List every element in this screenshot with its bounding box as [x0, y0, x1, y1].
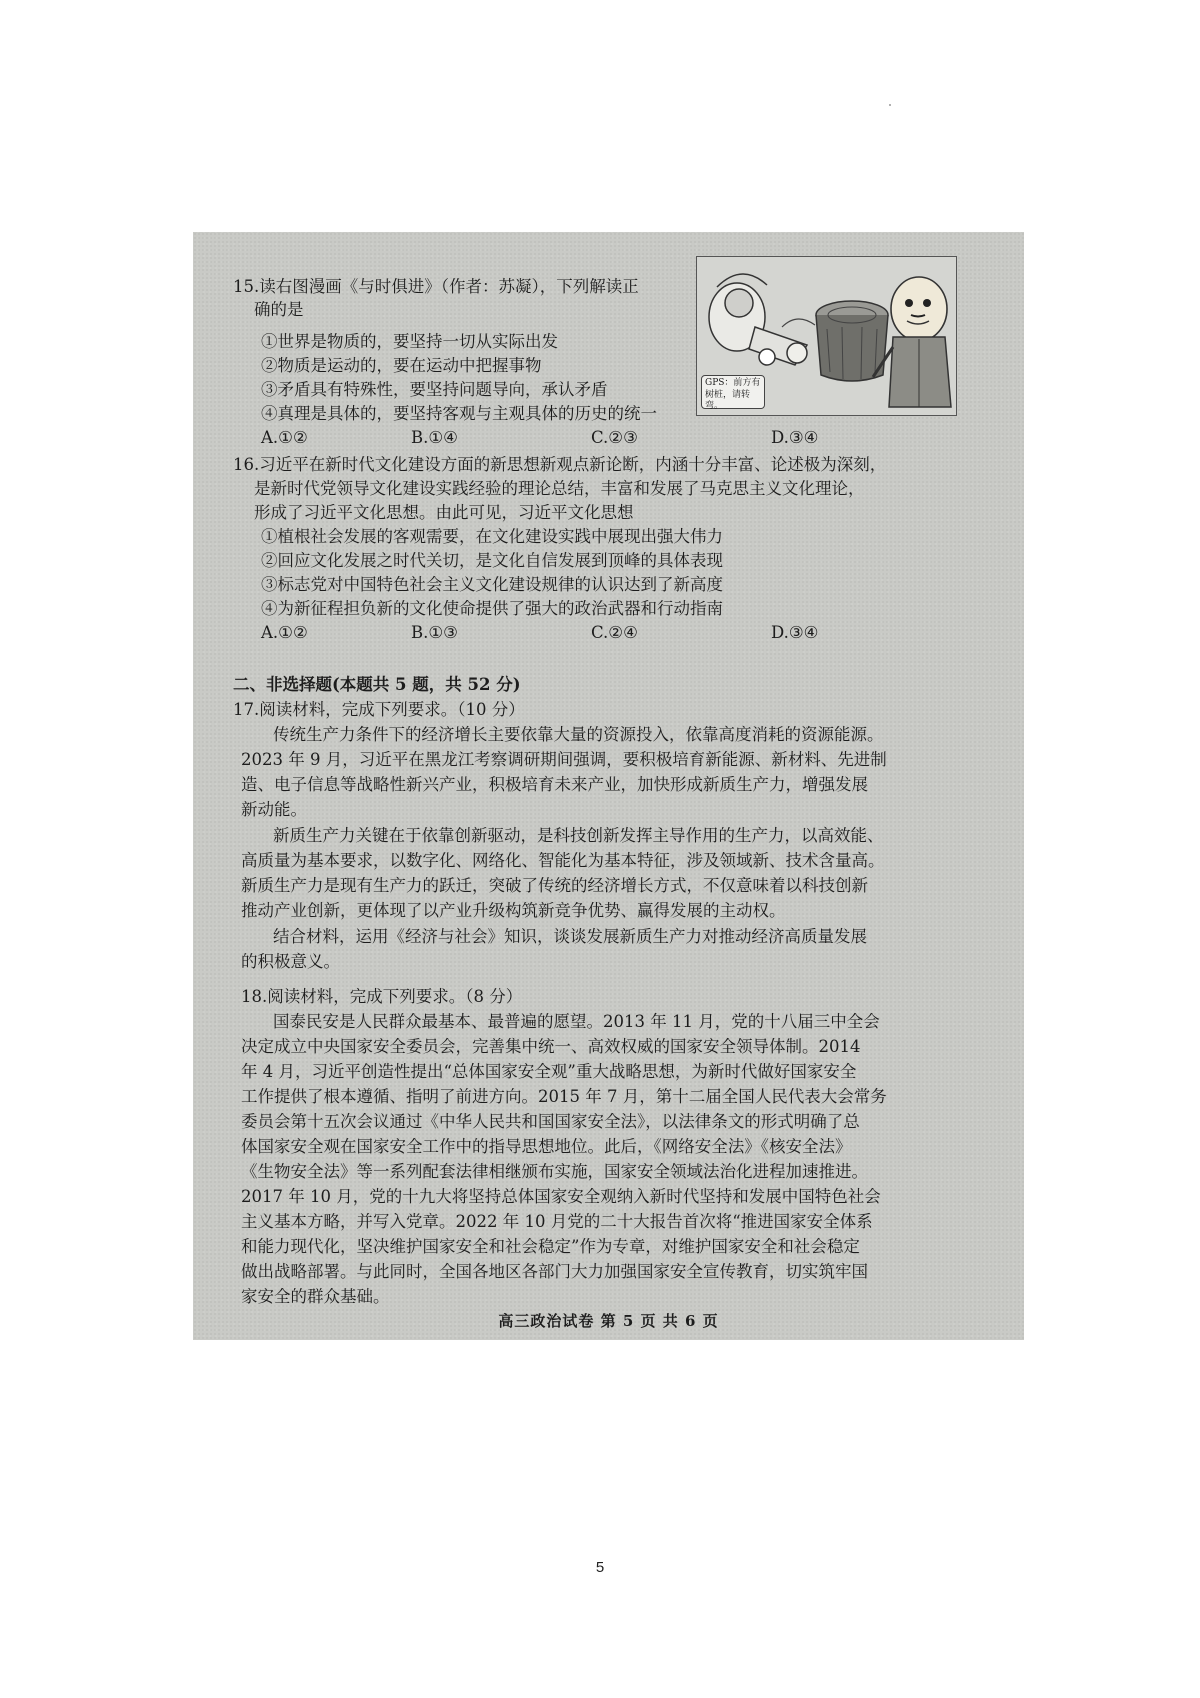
scanned-exam-page	[193, 232, 1024, 1340]
q17-line-9: 结合材料，运用《经济与社会》知识，谈谈发展新质生产力对推动经济高质量发展	[273, 927, 867, 946]
q17-heading: 17.阅读材料，完成下列要求。（10 分）	[233, 700, 525, 719]
q16-option-b: B.①③	[411, 623, 458, 642]
q15-option-a: A.①②	[261, 428, 308, 447]
q18-line-9: 主义基本方略，并写入党章。2022 年 10 月党的二十大报告首次将“推进国家安全体系	[241, 1212, 873, 1231]
q16-stem-line-3: 形成了习近平文化思想。由此可见，习近平文化思想	[254, 503, 634, 522]
cartoon-caption: GPS：前方有树桩，请转弯。	[701, 375, 765, 409]
q18-line-11: 做出战略部署。与此同时，全国各地区各部门大力加强国家安全宣传教育，切实筑牢国	[241, 1262, 868, 1281]
q16-option-d: D.③④	[771, 623, 819, 642]
q18-line-12: 家安全的群众基础。	[241, 1287, 390, 1306]
q16-item-2: ②回应文化发展之时代关切，是文化自信发展到顶峰的具体表现	[261, 551, 723, 570]
q17-line-5: 新质生产力关键在于依靠创新驱动，是科技创新发挥主导作用的生产力，以高效能、	[273, 826, 884, 845]
q18-line-1: 国泰民安是人民群众最基本、最普遍的愿望。2013 年 11 月，党的十八届三中全会	[273, 1012, 880, 1031]
q15-stem-line-1: 15.读右图漫画《与时俱进》（作者：苏凝），下列解读正	[233, 277, 639, 296]
q15-item-1: ①世界是物质的，要坚持一切从实际出发	[261, 332, 558, 351]
q15-option-b: B.①④	[411, 428, 458, 447]
cartoon-image	[696, 256, 957, 416]
q16-option-a: A.①②	[261, 623, 308, 642]
q16-item-3: ③标志党对中国特色社会主义文化建设规律的认识达到了新高度	[261, 575, 723, 594]
q18-line-7: 《生物安全法》等一系列配套法律相继颁布实施，国家安全领域法治化进程加速推进。	[241, 1162, 868, 1181]
q15-stem-line-2: 确的是	[254, 300, 304, 319]
page-number: 5	[595, 1559, 605, 1576]
page-footer: 高三政治试卷 第 5 页 共 6 页	[498, 1312, 719, 1330]
q16-stem-line-1: 16.习近平在新时代文化建设方面的新思想新观点新论断，内涵十分丰富、论述极为深刻，	[233, 455, 887, 474]
q17-line-7: 新质生产力是现有生产力的跃迁，突破了传统的经济增长方式，不仅意味着以科技创新	[241, 876, 868, 895]
scan-speck	[889, 104, 891, 106]
q15-option-c: C.②③	[591, 428, 638, 447]
q18-heading: 18.阅读材料，完成下列要求。（8 分）	[241, 987, 523, 1006]
q18-line-5: 委员会第十五次会议通过《中华人民共和国国家安全法》，以法律条文的形式明确了总	[241, 1112, 860, 1131]
q15-item-3: ③矛盾具有特殊性，要坚持问题导向，承认矛盾	[261, 380, 608, 399]
q17-line-10: 的积极意义。	[241, 952, 340, 971]
q18-line-6: 体国家安全观在国家安全工作中的指导思想地位。此后，《网络安全法》《核安全法》	[241, 1137, 852, 1156]
q16-item-1: ①植根社会发展的客观需要，在文化建设实践中展现出强大伟力	[261, 527, 723, 546]
q18-line-4: 工作提供了根本遵循、指明了前进方向。2015 年 7 月，第十二届全国人民代表大会常务	[241, 1087, 887, 1106]
q17-line-4: 新动能。	[241, 800, 307, 819]
q16-item-4: ④为新征程担负新的文化使命提供了强大的政治武器和行动指南	[261, 599, 723, 618]
q16-stem-line-2: 是新时代党领导文化建设实践经验的理论总结，丰富和发展了马克思主义文化理论，	[254, 479, 865, 498]
q18-line-2: 决定成立中央国家安全委员会，完善集中统一、高效权威的国家安全领导体制。2014	[241, 1037, 861, 1056]
q17-line-2: 2023 年 9 月，习近平在黑龙江考察调研期间强调，要积极培育新能源、新材料、先进制	[241, 750, 887, 769]
q17-line-1: 传统生产力条件下的经济增长主要依靠大量的资源投入，依靠高度消耗的资源能源。	[273, 725, 884, 744]
q18-line-8: 2017 年 10 月，党的十九大将坚持总体国家安全观纳入新时代坚持和发展中国特色社会	[241, 1187, 881, 1206]
q18-line-3: 年 4 月，习近平创造性提出“总体国家安全观”重大战略思想，为新时代做好国家安全	[241, 1062, 857, 1081]
q17-line-3: 造、电子信息等战略性新兴产业，积极培育未来产业，加快形成新质生产力，增强发展	[241, 775, 868, 794]
q15-option-d: D.③④	[771, 428, 819, 447]
q15-item-4: ④真理是具体的，要坚持客观与主观具体的历史的统一	[261, 404, 657, 423]
section-2-heading: 二、非选择题(本题共 5 题，共 52 分)	[233, 675, 521, 694]
q17-line-6: 高质量为基本要求，以数字化、网络化、智能化为基本特征，涉及领域新、技术含量高。	[241, 851, 885, 870]
q16-option-c: C.②④	[591, 623, 638, 642]
q18-line-10: 和能力现代化，坚决维护国家安全和社会稳定”作为专章，对维护国家安全和社会稳定	[241, 1237, 860, 1256]
q17-line-8: 推动产业创新，更体现了以产业升级构筑新竞争优势、赢得发展的主动权。	[241, 901, 786, 920]
q15-item-2: ②物质是运动的，要在运动中把握事物	[261, 356, 542, 375]
